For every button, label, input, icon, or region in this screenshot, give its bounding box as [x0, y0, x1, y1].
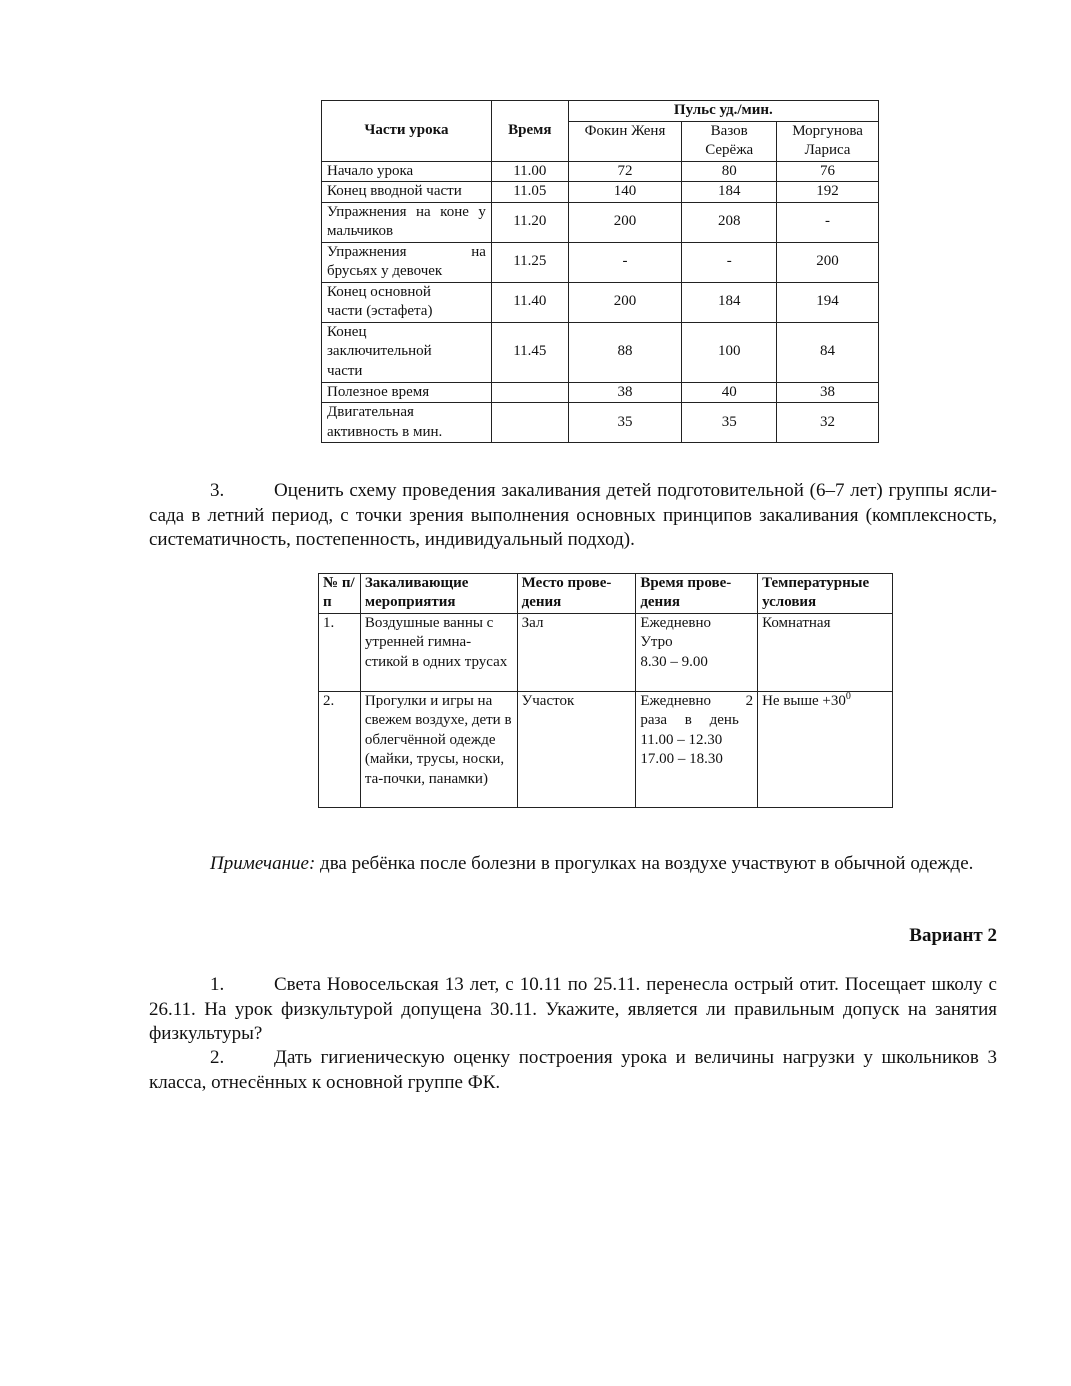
- pulse-cell: -: [568, 242, 682, 282]
- time-cell: 11.05: [491, 182, 568, 203]
- pulse-cell: 76: [777, 161, 879, 182]
- part-cell: Конец заключительной части: [322, 322, 492, 382]
- item-number: 2.: [210, 1047, 225, 1068]
- pulse-cell: 208: [682, 202, 777, 242]
- number-cell: 2.: [319, 692, 361, 808]
- number-cell: 1.: [319, 614, 361, 692]
- time-line: 17.00 – 18.30: [640, 751, 723, 768]
- place-cell: Зал: [517, 614, 636, 692]
- col-header-time: Время: [491, 101, 568, 162]
- temperature-value: Не выше +30: [762, 693, 846, 709]
- variant2-item-2: [149, 1046, 997, 1095]
- part-cell-word: на: [471, 243, 486, 260]
- part-cell: Упражнения на коне у мальчиков: [322, 202, 492, 242]
- time-line: Ежедневно 2 раза в день: [640, 693, 754, 729]
- pulse-cell: 200: [568, 282, 682, 322]
- student-header: Фокин Женя: [568, 121, 682, 161]
- student-header: Моргунова Лариса: [777, 121, 879, 161]
- col-header-temperature: Температурные условия: [758, 574, 893, 614]
- col-header-pulse: Пульс уд./мин.: [568, 101, 878, 122]
- task-text: Оценить схему проведения закаливания детей подготовительной (6–7 лет) группы ясли-сада в летний период, с точки зрения выполнения основных принципов закаливания (комплексность, систематичность, постепенность, индивидуальный подход).: [149, 480, 997, 550]
- time-cell: 11.25: [491, 242, 568, 282]
- table-row: [322, 322, 879, 382]
- pulse-cell: 38: [777, 382, 879, 403]
- pulse-cell: 38: [568, 382, 682, 403]
- variant-heading: Вариант 2: [909, 925, 997, 946]
- place-cell: Участок: [517, 692, 636, 808]
- table-row: [319, 614, 893, 692]
- part-cell: Полезное время: [322, 382, 492, 403]
- table-row: [322, 242, 879, 282]
- note-label: Примечание:: [210, 853, 316, 874]
- col-header-time: Время прове-дения: [636, 574, 758, 614]
- item-text: Света Новосельская 13 лет, с 10.11 по 25.11. перенесла острый отит. Посещает школу с 26.11. На урок физкультурой допущена 30.11. Укажите, является ли правильным допуск на занятия физкультуры?: [149, 974, 997, 1044]
- hardening-table: [318, 573, 893, 808]
- pulse-cell: 200: [568, 202, 682, 242]
- table-row: [322, 382, 879, 403]
- time-cell: [636, 692, 758, 808]
- note-text: два ребёнка после болезни в прогулках на воздухе участвуют в обычной одежде.: [315, 853, 974, 874]
- activity-cell: Воздушные ванны с утренней гимна-стикой в одних трусах: [360, 614, 517, 692]
- pulse-cell: 40: [682, 382, 777, 403]
- part-cell: Двигательная активность в мин.: [322, 403, 492, 443]
- degree-superscript: 0: [845, 691, 851, 702]
- temperature-cell: Комнатная: [758, 614, 893, 692]
- pulse-cell: 84: [777, 322, 879, 382]
- table-row: [319, 692, 893, 808]
- pulse-table: [321, 100, 879, 443]
- student-header: Вазов Серёжа: [682, 121, 777, 161]
- temperature-cell: [758, 692, 893, 808]
- pulse-cell: -: [777, 202, 879, 242]
- pulse-cell: 200: [777, 242, 879, 282]
- time-cell: [491, 403, 568, 443]
- item-text: Дать гигиеническую оценку построения урока и величины нагрузки у школьников 3 класса, отнесённых к основной группе ФК.: [149, 1047, 997, 1093]
- activity-cell: Прогулки и игры на свежем воздухе, дети в облегчённой одежде (майки, трусы, носки, та-почки, панамки): [360, 692, 517, 808]
- part-cell-word: Упражнения: [327, 243, 407, 260]
- pulse-cell: 88: [568, 322, 682, 382]
- time-cell: [636, 614, 758, 692]
- time-line: 8.30 – 9.00: [640, 653, 708, 670]
- pulse-cell: 184: [682, 282, 777, 322]
- pulse-cell: 194: [777, 282, 879, 322]
- time-line: Утро: [640, 634, 673, 651]
- time-cell: 11.20: [491, 202, 568, 242]
- time-cell: 11.00: [491, 161, 568, 182]
- time-line: Ежедневно: [640, 615, 712, 631]
- col-header-number: № п/п: [319, 574, 361, 614]
- pulse-cell: 35: [568, 403, 682, 443]
- table-row: [322, 282, 879, 322]
- time-cell: [491, 382, 568, 403]
- part-cell-line: брусьях у девочек: [327, 263, 443, 279]
- table-row: [322, 182, 879, 203]
- pulse-cell: 192: [777, 182, 879, 203]
- task-number: 3.: [210, 480, 225, 501]
- time-cell: 11.45: [491, 322, 568, 382]
- pulse-cell: 32: [777, 403, 879, 443]
- time-cell: 11.40: [491, 282, 568, 322]
- pulse-cell: 140: [568, 182, 682, 203]
- col-header-activity: Закаливающие мероприятия: [360, 574, 517, 614]
- pulse-cell: 184: [682, 182, 777, 203]
- time-line: 11.00 – 12.30: [640, 731, 723, 748]
- col-header-parts: Части урока: [322, 101, 492, 162]
- variant2-item-1: [149, 973, 997, 1047]
- table-row: [322, 161, 879, 182]
- part-cell: Конец основной части (эстафета): [322, 282, 492, 322]
- pulse-cell: 100: [682, 322, 777, 382]
- item-number: 1.: [210, 974, 225, 995]
- part-cell: Конец вводной части: [322, 182, 492, 203]
- pulse-cell: 80: [682, 161, 777, 182]
- pulse-cell: 72: [568, 161, 682, 182]
- part-cell: [322, 242, 492, 282]
- table-row: [322, 403, 879, 443]
- pulse-cell: -: [682, 242, 777, 282]
- note-paragraph: [149, 852, 997, 877]
- part-cell: Начало урока: [322, 161, 492, 182]
- col-header-place: Место прове-дения: [517, 574, 636, 614]
- task-3-paragraph: [149, 479, 997, 553]
- pulse-cell: 35: [682, 403, 777, 443]
- table-row: [322, 202, 879, 242]
